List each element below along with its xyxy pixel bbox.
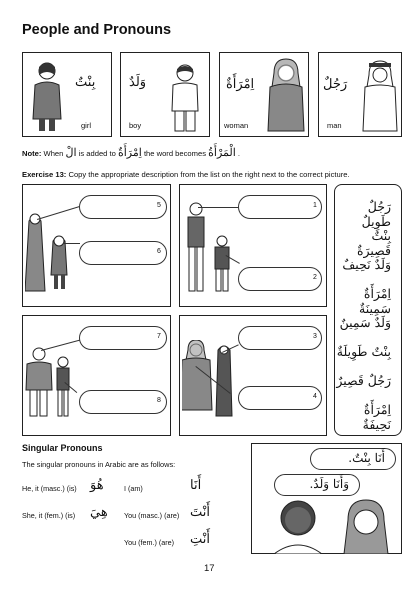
speech-bubble-boy: وَأَنَا وَلَدٌ. [274, 474, 360, 496]
answer-number-6: 6 [157, 248, 161, 255]
answer-number-5: 5 [157, 202, 161, 209]
answer-number-4: 4 [313, 393, 317, 400]
description-item-5: وَلَدٌ سَمِينٌ [339, 315, 391, 330]
description-item-1: رَجُلٌ طَوِيلٌ [361, 199, 391, 229]
note [22, 146, 240, 159]
vocab-card-boy [120, 52, 210, 137]
description-item-7: رَجُلٌ قَصِيرٌ [336, 373, 391, 388]
answer-field-1[interactable] [238, 195, 322, 219]
page-number: 17 [204, 563, 215, 574]
vocab-card-man [318, 52, 402, 137]
description-item-3: وَلَدٌ نَحِيفٌ [342, 257, 391, 272]
answer-field-8[interactable] [79, 390, 167, 414]
exercise-picture-3 [22, 315, 171, 436]
vocab-arabic-man: رَجُلٌ [323, 77, 348, 92]
men-illustration [184, 201, 240, 301]
exercise-label: Exercise 13: [22, 170, 67, 179]
vocab-arabic-woman: اِمْرَأَةٌ [226, 77, 255, 92]
note-result: الْمَرْأَةُ [208, 146, 236, 159]
answer-field-6[interactable] [79, 241, 167, 265]
vocab-english-man: man [327, 121, 342, 130]
man-illustration [359, 57, 401, 133]
answer-field-2[interactable] [238, 267, 322, 291]
answer-field-4[interactable] [238, 386, 322, 410]
answer-number-3: 3 [313, 333, 317, 340]
pronoun-english-you-fem: You (fem.) (are) [124, 538, 175, 547]
answer-number-8: 8 [157, 397, 161, 404]
vocab-english-girl: girl [81, 121, 92, 130]
exercise-picture-4 [179, 315, 327, 436]
description-item-2: بِنْتٌ قَصِيرَةٌ [356, 228, 391, 258]
singular-pronouns-intro: The singular pronouns in Arabic are as follows: [22, 460, 176, 469]
description-list [334, 184, 402, 436]
pronoun-arabic-she: هِيَ [90, 505, 108, 520]
boys-illustration [25, 342, 81, 424]
note-text-c: the word becomes [143, 149, 206, 158]
pronoun-english-you-masc: You (masc.) (are) [124, 511, 180, 520]
answer-field-5[interactable] [79, 195, 167, 219]
vocab-card-woman [219, 52, 309, 137]
note-word: اِمْرَأَةٌ [117, 146, 142, 159]
vocab-card-girl [22, 52, 112, 137]
note-text-a: When [43, 149, 64, 158]
pronoun-arabic-you-masc: أَنْتَ [190, 505, 210, 520]
description-item-4: اِمْرَأَةٌ سَمِينَةٌ [359, 286, 391, 316]
note-end: . [237, 149, 241, 158]
exercise-heading [22, 170, 350, 179]
pronoun-english-he: He, it (masc.) (is) [22, 484, 77, 493]
note-article: الْ [65, 146, 77, 159]
note-text-b: is added to [78, 149, 116, 158]
answer-number-2: 2 [313, 274, 317, 281]
description-item-8: اِمْرَأَةٌ نَحِيفَةٌ [362, 402, 391, 432]
vocab-english-woman: woman [224, 121, 249, 130]
boy-girl-illustration [262, 496, 398, 554]
women-illustration [25, 211, 77, 295]
exercise-picture-1 [22, 184, 171, 307]
woman-illustration [264, 57, 308, 133]
note-label: Note: [22, 149, 42, 158]
dialogue-illustration [251, 443, 402, 554]
exercise-picture-2 [179, 184, 327, 307]
women-pair-illustration [182, 340, 238, 426]
pronoun-english-she: She, it (fem.) (is) [22, 511, 76, 520]
speech-bubble-girl: أَنَا بِنْتٌ. [310, 448, 396, 470]
answer-number-1: 1 [313, 202, 317, 209]
pronoun-arabic-i: أَنَا [190, 478, 202, 493]
page-title: People and Pronouns [22, 22, 172, 38]
description-item-6: بِنْتٌ طَوِيلَةٌ [336, 344, 391, 359]
vocab-arabic-girl: بِنْتٌ [75, 75, 96, 90]
answer-number-7: 7 [157, 333, 161, 340]
boy-illustration [165, 61, 205, 133]
answer-field-7[interactable] [79, 326, 167, 350]
pronoun-arabic-he: هُوَ [90, 478, 104, 493]
vocab-english-boy: boy [129, 121, 142, 130]
girl-illustration [27, 57, 69, 133]
answer-field-3[interactable] [238, 326, 322, 350]
singular-pronouns-title: Singular Pronouns [22, 443, 103, 453]
pronoun-arabic-you-fem: أَنْتِ [190, 532, 210, 547]
exercise-instruction: Copy the appropriate description from the list on the right next to the correct picture. [68, 170, 350, 179]
vocab-arabic-boy: وَلَدٌ [129, 75, 147, 90]
pronoun-english-i: I (am) [124, 484, 143, 493]
